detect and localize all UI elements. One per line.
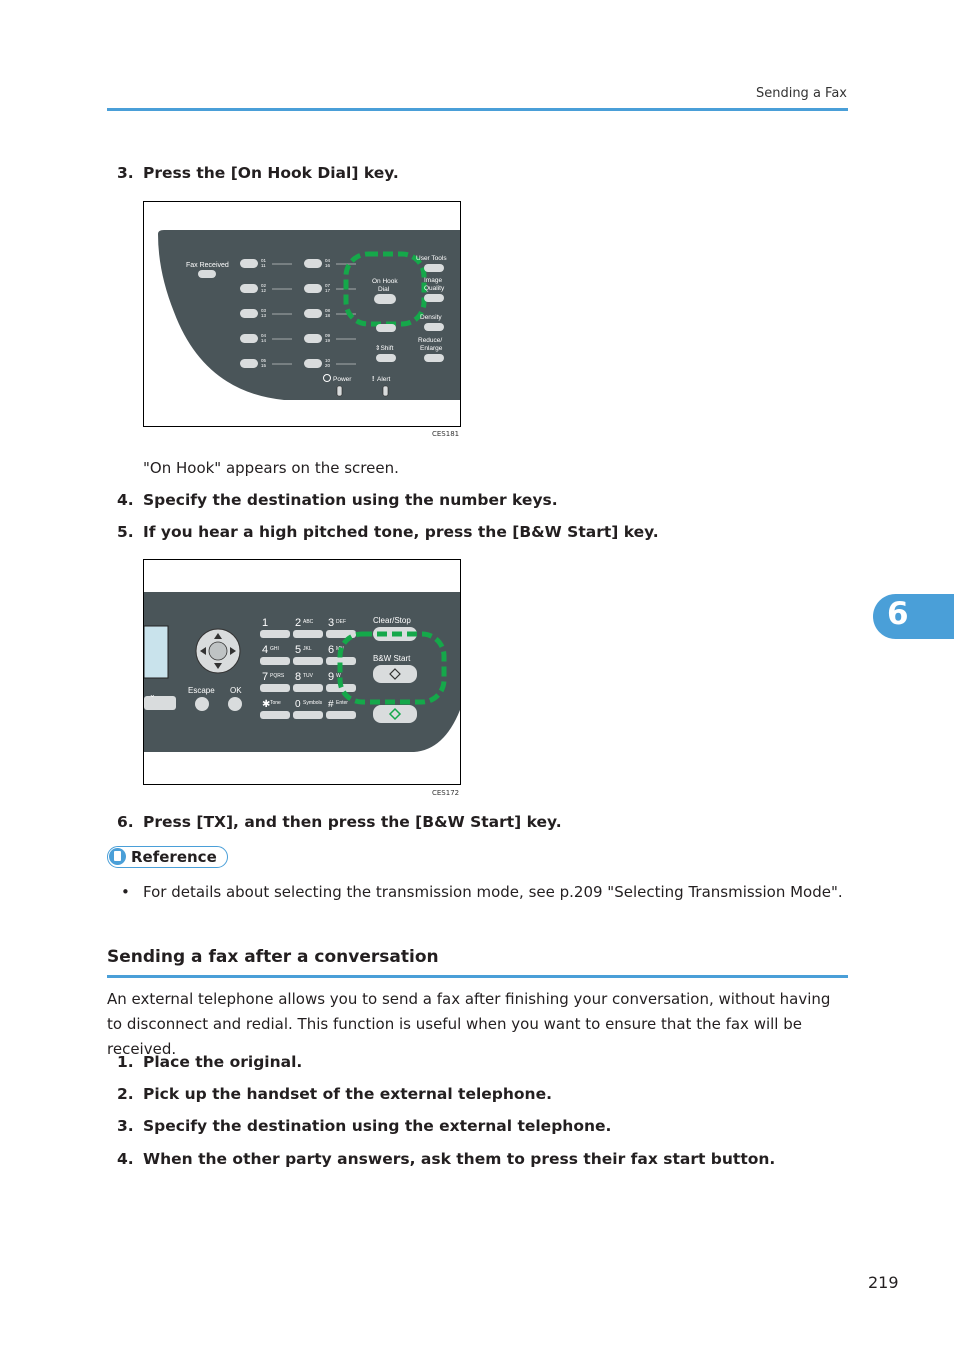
speed-dial-key xyxy=(304,309,322,318)
user-tools-key xyxy=(424,264,444,272)
step-text: Specify the destination using the external telephone. xyxy=(143,1117,612,1135)
keypad-key xyxy=(260,657,290,665)
speed-dial-number: 01 xyxy=(261,258,267,263)
speed-dial-number: 07 xyxy=(325,283,331,288)
label-fax-received: Fax Received xyxy=(186,262,229,269)
label-on-hook-2: Dial xyxy=(378,286,390,293)
speed-dial-number: 14 xyxy=(261,338,267,343)
figure-code-1: CES181 xyxy=(432,430,460,438)
keypad-digit: 6 xyxy=(328,644,335,656)
label-density: Density xyxy=(420,314,442,321)
bw-start-key xyxy=(373,665,417,683)
label-user-tools: User Tools xyxy=(416,255,447,262)
section-title: Sending a fax after a conversation xyxy=(107,947,439,967)
speed-dial-number: 08 xyxy=(325,308,331,313)
keypad-digit: 8 xyxy=(295,671,302,683)
step-number: 4. xyxy=(117,1150,134,1168)
section-paragraph: An external telephone allows you to send a fax after finishing your conversation, without having to disconnect and redial. This function is useful when you want to ensure that the fax will be received. xyxy=(107,990,831,1058)
figure-code-2: CES172 xyxy=(432,789,460,797)
step-text: If you hear a high pitched tone, press the [B&W Start] key. xyxy=(143,523,659,541)
density-key xyxy=(424,323,444,331)
keypad-letters: DEF xyxy=(336,619,346,625)
step-4 xyxy=(117,491,558,509)
label-clear-stop: Clear/Stop xyxy=(373,616,411,625)
keypad-digit: # xyxy=(328,699,334,710)
step-number: 5. xyxy=(117,523,134,541)
label-escape: Escape xyxy=(188,686,215,695)
keypad-digit: 0 xyxy=(295,699,301,710)
alert-lamp xyxy=(383,386,388,396)
reference-label: Reference xyxy=(131,848,217,866)
step-3 xyxy=(117,164,399,182)
speed-dial-number: 20 xyxy=(325,363,331,368)
color-start-key xyxy=(373,705,417,723)
reference-bullet xyxy=(121,883,843,901)
keypad-digit: 5 xyxy=(295,644,302,656)
speed-dial-key xyxy=(240,334,258,343)
step-b1 xyxy=(117,1053,302,1071)
speed-dial-number: 04 xyxy=(325,258,331,263)
escape-key xyxy=(195,697,209,711)
speed-dial-key xyxy=(240,309,258,318)
image-quality-key xyxy=(424,294,444,302)
step-number: 2. xyxy=(117,1085,134,1103)
speed-dial-number: 16 xyxy=(325,263,331,268)
step-b2 xyxy=(117,1085,552,1103)
reference-badge xyxy=(107,846,228,868)
running-header: Sending a Fax xyxy=(755,86,847,101)
keypad-letters: Enter xyxy=(336,700,348,706)
label-on-hook-1: On Hook xyxy=(372,278,398,285)
speed-dial-number: 05 xyxy=(261,358,267,363)
keypad-key xyxy=(293,630,323,638)
bullet-dot-icon: • xyxy=(121,883,130,901)
on-hook-note: "On Hook" appears on the screen. xyxy=(143,459,399,477)
keypad-key xyxy=(293,711,323,719)
step-number: 3. xyxy=(117,1117,134,1135)
speed-dial-number: 15 xyxy=(261,363,267,368)
speed-dial-number: 03 xyxy=(261,308,267,313)
keypad-letters: ABC xyxy=(303,619,314,625)
speed-dial-key xyxy=(240,259,258,268)
label-image-quality-2: Quality xyxy=(424,285,445,292)
step-6 xyxy=(117,813,562,831)
ok-key xyxy=(228,697,242,711)
keypad-letters: PQRS xyxy=(270,673,285,679)
label-shift: ⇕Shift xyxy=(375,345,394,352)
speed-dial-number: 10 xyxy=(325,358,331,363)
keypad-letters: W xyxy=(336,673,341,679)
section-rule xyxy=(107,975,848,978)
label-bw-start: B&W Start xyxy=(373,654,411,663)
keypad-digit: 7 xyxy=(262,671,269,683)
power-lamp xyxy=(337,386,342,396)
label-ok: OK xyxy=(230,686,242,695)
speed-dial-key xyxy=(304,284,322,293)
speed-dial-number: 17 xyxy=(325,288,331,293)
label-reduce-2: Enlarge xyxy=(420,345,443,352)
label-image-quality-1: Image xyxy=(424,277,443,284)
speed-dial-key xyxy=(304,334,322,343)
keypad-key xyxy=(260,684,290,692)
figure-bw-start-panel xyxy=(143,559,461,785)
reduce-enlarge-key xyxy=(424,354,444,362)
speed-dial-key xyxy=(240,284,258,293)
keypad-digit: 9 xyxy=(328,671,335,683)
speed-dial-number: 12 xyxy=(261,288,267,293)
step-number: 6. xyxy=(117,813,134,831)
speed-dial-number: 09 xyxy=(325,333,331,338)
keypad-digit: 2 xyxy=(295,617,302,629)
speed-dial-key xyxy=(304,359,322,368)
keypad-letters: TUV xyxy=(303,673,313,679)
label-alert: Alert xyxy=(377,376,391,383)
step-number: 1. xyxy=(117,1053,134,1071)
keypad-key xyxy=(293,657,323,665)
header-rule xyxy=(107,108,848,111)
step-b3 xyxy=(117,1117,611,1135)
step-text: Press [TX], and then press the [B&W Start] key. xyxy=(143,813,562,831)
step-text: Specify the destination using the number keys. xyxy=(143,491,558,509)
chevron-down-icon: ⌄ xyxy=(149,690,156,699)
step-text: When the other party answers, ask them to press their fax start button. xyxy=(143,1150,776,1168)
keypad-digit: ✱ xyxy=(262,699,271,710)
speed-dial-number: 02 xyxy=(261,283,267,288)
reference-link-text[interactable]: For details about selecting the transmission mode, see p.209 "Selecting Transmission Mode". xyxy=(143,883,843,901)
step-b4 xyxy=(117,1150,775,1168)
keypad-key xyxy=(260,711,290,719)
label-reduce-1: Reduce/ xyxy=(418,337,443,344)
keypad-letters: GHI xyxy=(270,646,279,652)
fax-received-key xyxy=(198,270,216,278)
chapter-tab xyxy=(873,594,954,639)
speed-dial-number: 11 xyxy=(261,263,266,268)
keypad-letters: Tone xyxy=(270,700,281,706)
page-number: 219 xyxy=(868,1273,899,1292)
keypad-digit: 1 xyxy=(262,617,269,629)
step-number: 4. xyxy=(117,491,134,509)
speed-dial-key xyxy=(240,359,258,368)
keypad-letters: Symbols xyxy=(303,700,323,706)
keypad-letters: MN xyxy=(336,646,344,652)
figure-on-hook-panel xyxy=(143,201,461,427)
keypad-key xyxy=(326,711,356,719)
keypad-letters: JKL xyxy=(303,646,312,652)
step-text: Press the [On Hook Dial] key. xyxy=(143,164,399,182)
keypad-digit: 3 xyxy=(328,617,335,629)
on-hook-dial-key xyxy=(374,294,396,304)
step-text: Pick up the handset of the external telephone. xyxy=(143,1085,552,1103)
lcd-screen xyxy=(144,626,168,678)
keypad-key xyxy=(260,630,290,638)
keypad-key xyxy=(293,684,323,692)
label-power: Power xyxy=(333,376,352,383)
nav-center xyxy=(209,642,227,660)
shift-key xyxy=(376,354,396,362)
speed-dial-key xyxy=(304,259,322,268)
step-number: 3. xyxy=(117,164,134,182)
speed-dial-number: 19 xyxy=(325,338,331,343)
reference-icon xyxy=(109,848,126,865)
keypad-digit: 4 xyxy=(262,644,269,656)
step-5 xyxy=(117,523,659,541)
speed-dial-number: 18 xyxy=(325,313,331,318)
step-text: Place the original. xyxy=(143,1053,303,1071)
key-under-on-hook xyxy=(376,324,396,332)
speed-dial-number: 13 xyxy=(261,313,267,318)
chapter-number: 6 xyxy=(887,596,909,632)
speed-dial-number: 04 xyxy=(261,333,267,338)
alert-icon: ! xyxy=(372,376,375,383)
